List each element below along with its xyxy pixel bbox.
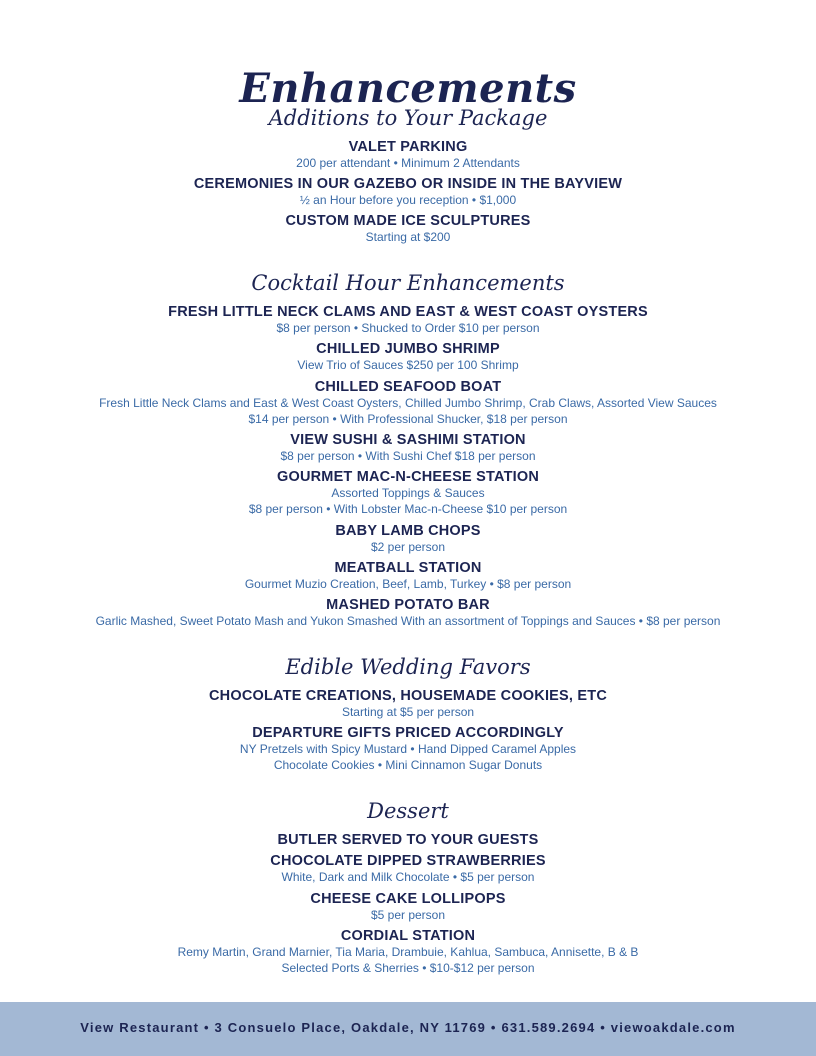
item-title-cheese-cake-lollipops: CHEESE CAKE LOLLIPOPS [310,891,506,907]
item-detail-cordial-station-2: Selected Ports & Sherries • $10-$12 per person [281,961,535,975]
item-detail-cordial-station-1: Remy Martin, Grand Marnier, Tia Maria, Drambuie, Kahlua, Sambuca, Annisette, B & B [177,945,639,959]
item-title-mashed-potato-bar: MASHED POTATO BAR [326,597,490,613]
item-detail-dipped-strawberries: White, Dark and Milk Chocolate • $5 per person [281,870,535,884]
item-title-butler-served: BUTLER SERVED TO YOUR GUESTS [277,832,539,848]
item-title-ice-sculptures: CUSTOM MADE ICE SCULPTURES [285,213,531,229]
item-detail-ice-sculptures: Starting at $200 [365,230,451,244]
section-title-wedding-favors: Edible Wedding Favors [285,655,531,679]
page-title: Enhancements [239,64,577,112]
item-detail-seafood-boat-2: $14 per person • With Professional Shucker, $18 per person [248,412,568,426]
item-detail-lamb-chops: $2 per person [370,540,446,554]
item-detail-cheese-cake-lollipops: $5 per person [370,908,446,922]
section-title-dessert: Dessert [367,799,449,823]
item-title-clams-oysters: FRESH LITTLE NECK CLAMS AND EAST & WEST COAST OYSTERS [168,304,648,320]
item-detail-sushi-station: $8 per person • With Sushi Chef $18 per person [280,449,536,463]
section-title-cocktail-hour: Cocktail Hour Enhancements [251,271,565,295]
item-title-chocolate-creations: CHOCOLATE CREATIONS, HOUSEMADE COOKIES, ETC [209,688,607,704]
item-detail-chocolate-creations: Starting at $5 per person [341,705,475,719]
item-detail-meatball-station: Gourmet Muzio Creation, Beef, Lamb, Turkey • $8 per person [244,577,572,591]
item-detail-departure-gifts-1: NY Pretzels with Spicy Mustard • Hand Dipped Caramel Apples [239,742,577,756]
item-title-valet-parking: VALET PARKING [348,139,468,155]
item-detail-jumbo-shrimp: View Trio of Sauces $250 per 100 Shrimp [297,358,519,372]
item-detail-departure-gifts-2: Chocolate Cookies • Mini Cinnamon Sugar Donuts [273,758,543,772]
item-title-lamb-chops: BABY LAMB CHOPS [335,523,481,539]
item-title-mac-n-cheese: GOURMET MAC-N-CHEESE STATION [276,469,540,485]
item-title-departure-gifts: DEPARTURE GIFTS PRICED ACCORDINGLY [252,725,564,741]
item-detail-seafood-boat-1: Fresh Little Neck Clams and East & West Coast Oysters, Chilled Jumbo Shrimp, Crab Claws, Assorted View Sauces [99,396,717,410]
item-detail-mac-n-cheese-2: $8 per person • With Lobster Mac-n-Cheese $10 per person [248,502,568,516]
item-detail-mashed-potato-bar: Garlic Mashed, Sweet Potato Mash and Yukon Smashed With an assortment of Toppings and Sauces • $8 per person [95,614,721,628]
item-title-cordial-station: CORDIAL STATION [340,928,476,944]
footer-bar [0,1002,816,1056]
section-title-additions: Additions to Your Package [268,106,548,130]
item-title-sushi-station: VIEW SUSHI & SASHIMI STATION [290,432,526,448]
item-detail-mac-n-cheese-1: Assorted Toppings & Sauces [331,486,485,500]
item-title-ceremonies: CEREMONIES IN OUR GAZEBO OR INSIDE IN THE BAYVIEW [193,176,623,192]
item-title-seafood-boat: CHILLED SEAFOOD BOAT [314,379,502,395]
item-title-meatball-station: MEATBALL STATION [334,560,482,576]
item-detail-ceremonies: ½ an Hour before you reception • $1,000 [299,193,517,207]
item-title-jumbo-shrimp: CHILLED JUMBO SHRIMP [316,341,500,357]
footer-contact-text: View Restaurant • 3 Consuelo Place, Oakdale, NY 11769 • 631.589.2694 • viewoakdale.com [80,1020,736,1035]
item-detail-clams-oysters: $8 per person • Shucked to Order $10 per person [276,321,540,335]
item-detail-valet-parking: 200 per attendant • Minimum 2 Attendants [296,156,520,170]
item-title-dipped-strawberries: CHOCOLATE DIPPED STRAWBERRIES [270,853,546,869]
